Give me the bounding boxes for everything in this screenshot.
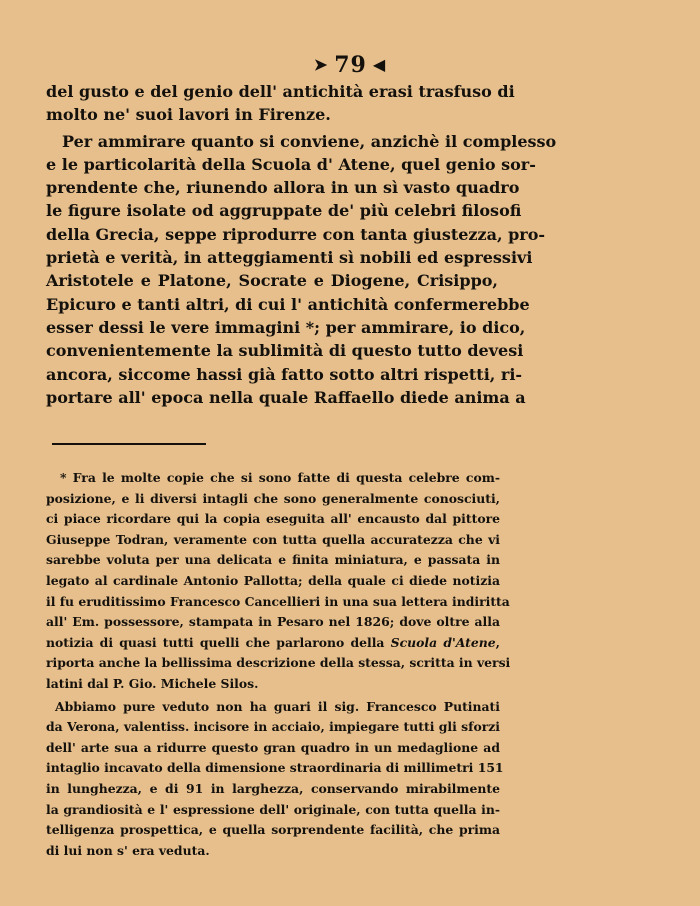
footnote-line: sarebbe voluta per una delicata e finita miniatura, e passata in [46,552,500,568]
footnote-line: intaglio incavato della dimensione straordinaria di millimetri 151 [46,760,504,776]
footnote-line: posizione, e li diversi intagli che sono generalmente conosciuti, [46,490,500,506]
footnote-line: * Fra le molte copie che si sono fatte di questa celebre com- [60,470,500,485]
footnote-line: ci piace ricordare qui la copia eseguita all' encausto dal pittore [46,511,500,527]
footnote-line: di lui non s' era veduta. [46,842,210,858]
text-line: portare all' epoca nella quale Raffaello diede anima a [46,387,526,407]
footnote-1 [46,468,511,695]
footnote-line: la grandiosità e l' espressione dell' originale, con tutta quella in- [46,801,500,817]
footnote-line-part: , [495,634,500,650]
footnote-line: latini dal P. Gio. Michele Silos. [46,675,259,691]
text-line: del gusto e del genio dell' antichità erasi trasfuso di [46,82,515,101]
text-line: molto ne' suoi lavori in Firenze. [46,105,331,125]
text-line: Per ammirare quanto si conviene, anzichè il complesso [62,131,557,151]
text-line: ancora, siccome hassi già fatto sotto altri rispetti, ri- [46,364,523,384]
footnote-line-part: notizia di quasi tutti quelli che parlarono della [46,634,391,650]
paragraph-2 [46,130,557,410]
text-line: esser dessi le vere immagini *; per ammirare, io dico, [46,317,526,337]
main-text [46,80,557,409]
footnote-line: riporta anche la bellissima descrizione della stessa, scritta in versi [46,655,511,671]
text-line: convenientemente la sublimità di questo tutto devesi [46,341,524,361]
ornament-right-icon: ◀ [372,55,387,74]
text-line: prietà e verità, in atteggiamenti sì nobili ed espressivi [46,248,533,268]
ornament-left-icon: ➤ [313,55,329,74]
footnote-line: Abbiamo pure veduto non ha guari il sig. Francesco Putinati [55,698,500,714]
footnote-line [46,633,500,654]
footnotes [46,468,511,861]
paragraph-1 [46,80,515,127]
footnote-line: in lunghezza, e di 91 in larghezza, conservando mirabilmente [46,780,500,796]
text-line: della Grecia, seppe riprodurre con tanta giustezza, pro- [46,224,546,244]
footnote-line: da Verona, valentiss. incisore in acciaio, impiegare tutti gli sforzi [46,719,500,735]
artwork-title: Scuola d'Atene [390,634,496,650]
footnote-line: legato al cardinale Antonio Pallotta; della quale ci diede notizia [46,572,500,588]
footnote-line: dell' arte sua a ridurre questo gran quadro in un medaglione ad [46,739,500,755]
page-number: 79 [334,52,367,78]
text-line: prendente che, riunendo allora in un sì vasto quadro [46,178,520,198]
footnote-separator [52,443,206,445]
footnote-line: Giuseppe Todran, veramente con tutta quella accuratezza che vi [46,531,500,547]
footnote-2 [46,697,504,862]
page-header [0,52,700,78]
footnote-line: il fu eruditissimo Francesco Cancellieri in una sua lettera indiritta [46,593,510,609]
footnote-line: all' Em. possessore, stampata in Pesaro nel 1826; dove oltre alla [46,614,500,630]
text-line: e le particolarità della Scuola d' Atene, quel genio sor- [46,154,536,174]
text-line: Aristotele e Platone, Socrate e Diogene, Crisippo, [46,271,498,291]
footnote-line: telligenza prospettica, e quella sorprendente facilità, che prima [46,822,500,838]
text-line: le figure isolate od aggruppate de' più celebri filosofi [46,201,522,221]
text-line: Epicuro e tanti altri, di cui l' antichità confermerebbe [46,294,530,314]
